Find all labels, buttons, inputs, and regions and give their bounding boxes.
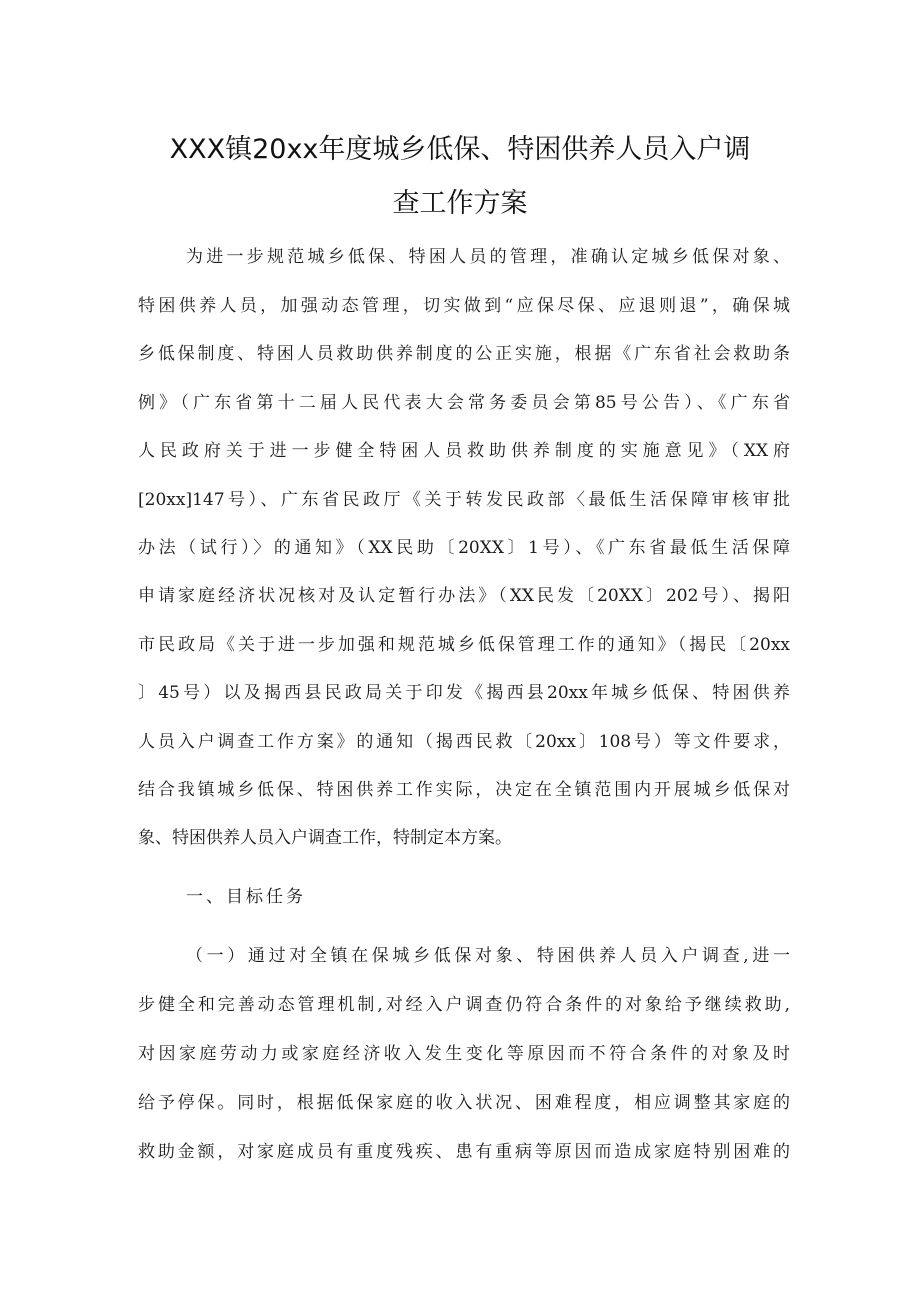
paragraph-1-line: 市民政局《关于进一步加强和规范城乡低保管理工作的通知》（揭民〔20xx [138, 635, 790, 655]
paragraph-1-line: 结合我镇城乡低保、特困供养工作实际，决定在全镇范围内开展城乡低保对 [138, 780, 790, 800]
paragraph-1-line: 人民政府关于进一步健全特困人员救助供养制度的实施意见》（XX府 [138, 441, 790, 461]
paragraph-2-line: 对因家庭劳动力或家庭经济收入发生变化等原因而不符合条件的对象及时 [138, 1044, 790, 1064]
paragraph-1-line: 申请家庭经济状况核对及认定暂行办法》（XX民发〔20XX〕202号）、揭阳 [138, 586, 790, 606]
paragraph-2-line: （一）通过对全镇在保城乡低保对象、特困供养人员入户调查,进一 [186, 946, 790, 966]
paragraph-1-line: 特困供养人员，加强动态管理，切实做到“应保尽保、应退则退”，确保城 [138, 296, 790, 316]
paragraph-1-line: [20xx]147号）、广东省民政厅《关于转发民政部〈最低生活保障审核审批 [138, 490, 790, 510]
paragraph-2-line: 给予停保。同时，根据低保家庭的收入状况、困难程度，相应调整其家庭的 [138, 1093, 790, 1113]
document-title-line-1: XXX镇20xx年度城乡低保、特困供养人员入户调 [169, 134, 751, 165]
paragraph-1-line: 象、特困供养人员入户调查工作，特制定本方案。 [138, 828, 512, 848]
paragraph-1-line: 〕45号）以及揭西县民政局关于印发《揭西县20xx年城乡低保、特困供养 [138, 683, 790, 703]
paragraph-1-line: 例》（广东省第十二届人民代表大会常务委员会第85号公告）、《广东省 [138, 393, 790, 413]
paragraph-2-line: 步健全和完善动态管理机制,对经入户调查仍符合条件的对象给予继续救助, [138, 995, 790, 1015]
paragraph-2-line: 救助金额，对家庭成员有重度残疾、患有重病等原因而造成家庭特别困难的 [138, 1142, 790, 1162]
paragraph-1-line: 乡低保制度、特困人员救助供养制度的公正实施，根据《广东省社会救助条 [138, 344, 790, 364]
paragraph-1-line: 为进一步规范城乡低保、特困人员的管理，准确认定城乡低保对象、 [186, 247, 790, 267]
document-title-line-2: 查工作方案 [392, 188, 528, 219]
paragraph-1-line: 办法（试行）〉的通知》（XX民助〔20XX〕1号）、《广东省最低生活保障 [138, 538, 790, 558]
paragraph-1-line: 人员入户调查工作方案》的通知（揭西民救〔20xx〕108号）等文件要求， [138, 732, 790, 752]
section-heading: 一、目标任务 [186, 887, 306, 907]
